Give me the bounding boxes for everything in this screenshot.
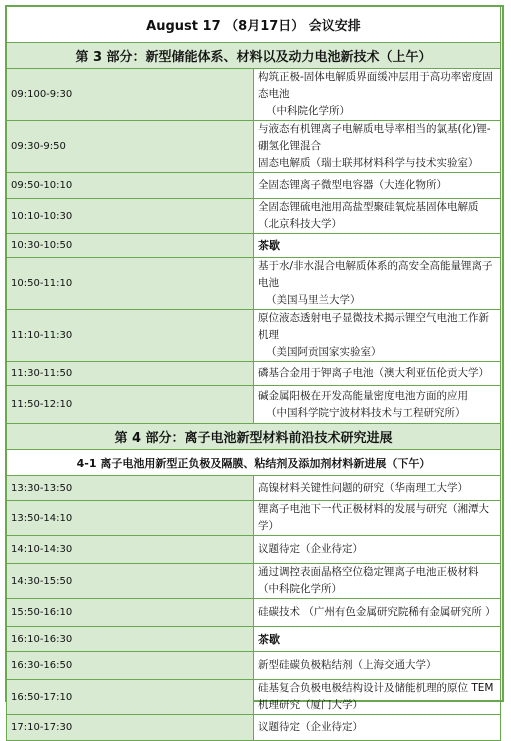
- time-cell: 09:30-9:50: [7, 121, 254, 173]
- topic-cell: 议题待定（企业待定）: [254, 715, 501, 741]
- section-4-title: 第 4 部分：离子电池新型材料前沿技术研究进展: [7, 424, 501, 450]
- topic-title: 基于水/非水混合电解质体系的高安全高能量锂离子电池: [258, 260, 493, 289]
- topic-title: 原位液态透射电子显微技术揭示锂空气电池工作新机理: [258, 312, 489, 341]
- topic-cell: 议题待定（企业待定）: [254, 536, 501, 564]
- topic-cell: [254, 121, 501, 173]
- time-cell: 10:30-10:50: [7, 234, 254, 258]
- schedule-table: [6, 6, 501, 741]
- time-cell: 16:50-17:10: [7, 680, 254, 715]
- section-header: [7, 43, 501, 69]
- table-row: [7, 476, 501, 501]
- topic-cell: 全固态锂硫电池用高盐型聚硅氧烷基固体电解质（北京科技大学）: [254, 199, 501, 234]
- time-cell: 13:30-13:50: [7, 476, 254, 501]
- time-cell: 11:50-12:10: [7, 386, 254, 424]
- table-row: [7, 199, 501, 234]
- section-3-title: 第 3 部分：新型储能体系、材料以及动力电池新技术（上午）: [7, 43, 501, 69]
- table-row: [7, 121, 501, 173]
- table-row: [7, 501, 501, 536]
- time-cell: 16:10-16:30: [7, 627, 254, 652]
- table-row: [7, 173, 501, 199]
- topic-cell: [254, 310, 501, 362]
- topic-affiliation: （美国马里兰大学）: [266, 294, 361, 306]
- topic-affiliation: 固态电解质（瑞士联邦材料科学与技术实验室）: [258, 157, 479, 169]
- topic-title: 构筑正极-固体电解质界面缓冲层用于高功率密度固态电池: [258, 71, 493, 100]
- time-cell: 14:10-14:30: [7, 536, 254, 564]
- time-cell: 10:10-10:30: [7, 199, 254, 234]
- topic-cell: [254, 69, 501, 121]
- time-cell: 11:10-11:30: [7, 310, 254, 362]
- topic-cell: [254, 386, 501, 424]
- time-cell: 09:100-9:30: [7, 69, 254, 121]
- title-row: [7, 7, 501, 43]
- topic-cell: 硅碳技术 （广州有色金属研究院稀有金属研究所 ）: [254, 599, 501, 627]
- time-cell: 14:30-15:50: [7, 564, 254, 599]
- tea-break: 茶歇: [254, 627, 501, 652]
- table-row: [7, 386, 501, 424]
- table-row: [7, 564, 501, 599]
- topic-cell: 通过调控表面晶格空位稳定锂离子电池正极材料（中科院化学所）: [254, 564, 501, 599]
- subsection-header: [7, 450, 501, 476]
- table-row: [7, 599, 501, 627]
- time-cell: 09:50-10:10: [7, 173, 254, 199]
- table-row: [7, 680, 501, 715]
- table-row: [7, 258, 501, 310]
- time-cell: 10:50-11:10: [7, 258, 254, 310]
- table-row: [7, 536, 501, 564]
- topic-affiliation: （中科院化学所）: [266, 105, 350, 117]
- page-title: August 17 （8月17日） 会议安排: [7, 7, 501, 43]
- topic-cell: 磷基合金用于钾离子电池（澳大利亚伍伦贡大学）: [254, 362, 501, 386]
- topic-cell: 新型硅碳负极粘结剂（上海交通大学）: [254, 652, 501, 680]
- topic-cell: 全固态锂离子微型电容器（大连化物所）: [254, 173, 501, 199]
- table-row: [7, 234, 501, 258]
- time-cell: 11:30-11:50: [7, 362, 254, 386]
- topic-cell: 高镍材料关键性问题的研究（华南理工大学）: [254, 476, 501, 501]
- time-cell: 15:50-16:10: [7, 599, 254, 627]
- section-4-subtitle: 4-1 离子电池用新型正负极及隔膜、粘结剂及添加剂材料新进展（下午）: [7, 450, 501, 476]
- table-row: [7, 310, 501, 362]
- table-row: [7, 69, 501, 121]
- topic-affiliation: （中国科学院宁波材料技术与工程研究所）: [266, 406, 466, 419]
- topic-cell: [254, 258, 501, 310]
- table-row: [7, 652, 501, 680]
- time-cell: 17:10-17:30: [7, 715, 254, 741]
- topic-title: 与液态有机锂离子电解质电导率相当的氯基(化)锂-硼氢化锂混合: [258, 123, 491, 152]
- topic-cell: 锂离子电池下一代正极材料的发展与研究（湘潭大学）: [254, 501, 501, 536]
- time-cell: 16:30-16:50: [7, 652, 254, 680]
- table-row: [7, 715, 501, 741]
- topic-affiliation: （美国阿贡国家实验室）: [266, 346, 382, 358]
- topic-cell: 硅基复合负极电极结构设计及储能机理的原位 TEM 机理研究（厦门大学）: [254, 680, 501, 715]
- table-row: [7, 627, 501, 652]
- topic-title: 碱金属阳极在开发高能量密度电池方面的应用: [258, 389, 468, 402]
- table-row: [7, 362, 501, 386]
- time-cell: 13:50-14:10: [7, 501, 254, 536]
- tea-break: 茶歇: [254, 234, 501, 258]
- section-header: [7, 424, 501, 450]
